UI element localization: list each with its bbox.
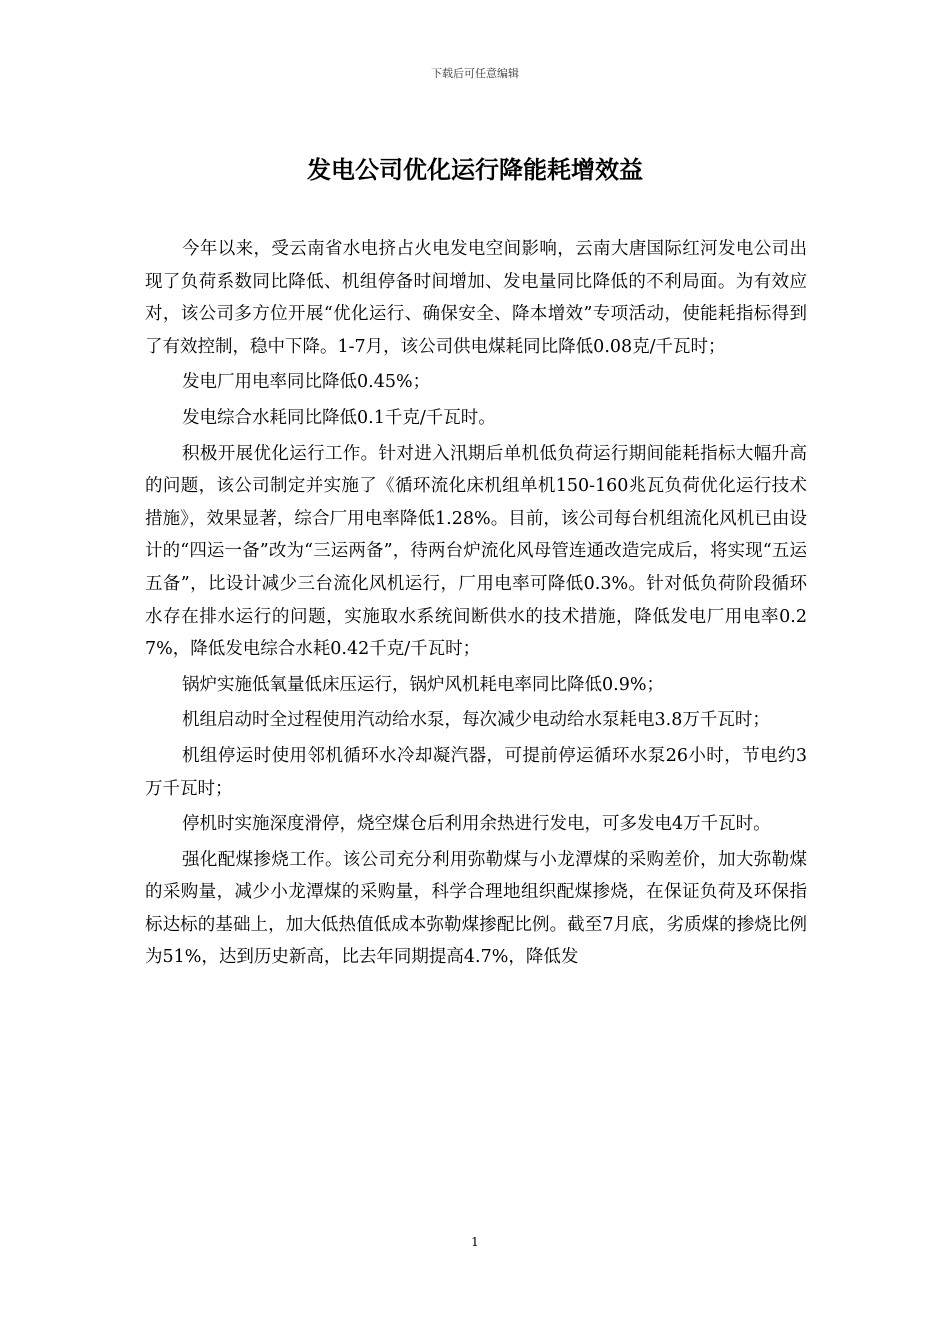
paragraph-coal-blending: 强化配煤掺烧工作。该公司充分利用弥勒煤与小龙潭煤的采购差价，加大弥勒煤的采购量，减少小龙潭煤的采购量，科学合理地组织配煤掺烧，在保证负荷及环保指标达标的基础上，加大低热值低成本弥勒煤掺配比例。截至7月底，劣质煤的掺烧比例为51%，达到历史新高，比去年同期提高4.7%，降低发 — [145, 849, 807, 968]
page-header-note: 下载后可任意编辑 — [431, 67, 519, 80]
paragraph-unit-startup: 机组启动时全过程使用汽动给水泵，每次减少电动给水泵耗电3.8万千瓦时； — [182, 710, 770, 731]
document-body — [145, 233, 807, 977]
paragraph-deep-sliding-stop: 停机时实施深度滑停，烧空煤仓后利用余热进行发电，可多发电4万千瓦时。 — [182, 814, 771, 835]
paragraph-optimized-operation: 积极开展优化运行工作。针对进入汛期后单机低负荷运行期间能耗指标大幅升高的问题，该公司制定并实施了《循环流化床机组单机150-160兆瓦负荷优化运行技术措施》，效果显著，综合厂用电率降低1.28%。目前，该公司每台机组流化风机已由设计的“四运一备”改为“三运两备”，待两台炉流化风母管连通改造完成后，将实现“五运五备”，比设计减少三台流化风机运行，厂用电率可降低0.3%。针对低负荷阶段循环水存在排水运行的问题，实施取水系统间断供水的技术措施，降低发电厂用电率0.27%，降低发电综合水耗0.42千克/千瓦时； — [145, 443, 807, 660]
paragraph-boiler-low-oxygen: 锅炉实施低氧量低床压运行，锅炉风机耗电率同比降低0.9%； — [182, 674, 664, 695]
document-title: 发电公司优化运行降能耗增效益 — [307, 155, 643, 184]
paragraph-unit-shutdown: 机组停运时使用邻机循环水冷却凝汽器，可提前停运循环水泵26小时，节电约3万千瓦时； — [145, 745, 807, 799]
paragraph-intro: 今年以来，受云南省水电挤占火电发电空间影响，云南大唐国际红河发电公司出现了负荷系数同比降低、机组停备时间增加、发电量同比降低的不利局面。为有效应对，该公司多方位开展“优化运行、确保安全、降本增效”专项活动，使能耗指标得到了有效控制，稳中下降。1-7月，该公司供电煤耗同比降低0.08克/千瓦时； — [145, 239, 807, 357]
page-number: 1 — [471, 1235, 479, 1249]
paragraph-water-consumption: 发电综合水耗同比降低0.1千克/千瓦时。 — [182, 407, 496, 428]
paragraph-plant-power-rate: 发电厂用电率同比降低0.45%； — [182, 372, 431, 393]
